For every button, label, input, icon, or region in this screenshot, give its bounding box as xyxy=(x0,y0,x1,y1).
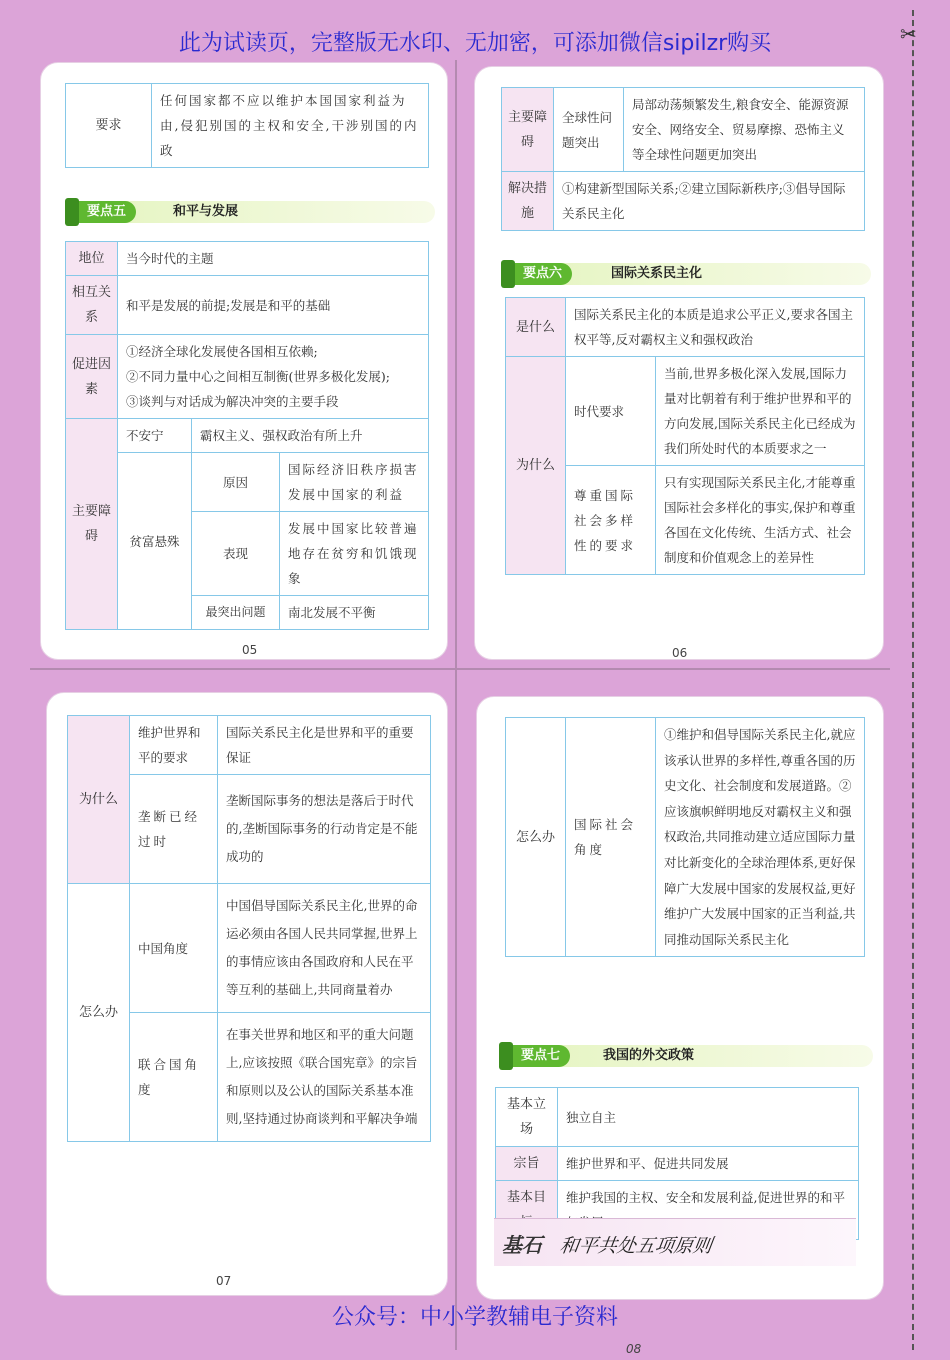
requirement-text: 任何国家都不应以维护本国国家利益为由,侵犯别国的主权和安全,干涉别国的内政 xyxy=(152,84,429,168)
cornerstone-row xyxy=(494,1218,856,1266)
measures-head: 解决措施 xyxy=(502,172,554,231)
measures-text: ①构建新型国际关系;②建立国际新秩序;③倡导国际关系民主化 xyxy=(554,172,865,231)
stance-text: 独立自主 xyxy=(558,1088,859,1147)
why-head-07: 为什么 xyxy=(68,716,130,884)
page-number-08: 08 xyxy=(626,1342,642,1356)
china-text: 中国倡导国际关系民主化,世界的命运必须由各国人民共同掌握,世界上的事情应该由各国政府和人民在平等互利的基础上,共同商量着办 xyxy=(218,884,431,1013)
what-text: 国际关系民主化的本质是追求公平正义,要求各国主权平等,反对霸权主义和强权政治 xyxy=(566,298,865,357)
obstacle-sub: 全球性问题突出 xyxy=(554,88,624,172)
cause-head: 原因 xyxy=(192,453,280,512)
watermark-bottom: 公众号：中小学教辅电子资料 xyxy=(331,1305,618,1330)
page-06-card xyxy=(474,66,884,660)
goal-text: 维护我国的主权、安全和发展利益,促进世界的和平 xyxy=(558,1181,859,1240)
goal-head: 基本目 xyxy=(496,1181,558,1240)
era-head: 时代要求 xyxy=(566,357,656,466)
respect-text: 只有实现国际关系民主化,才能尊重国际社会多样化的事实,保护和尊重各国在文化传统、生活方式、社会制度和价值观念上的差异性 xyxy=(656,466,865,575)
page-number-05: 05 xyxy=(242,643,258,657)
salient-text: 南北发展不平衡 xyxy=(280,596,429,630)
respect-head: 尊重国际社会多样性的要求 xyxy=(566,466,656,575)
factors-head: 促进因素 xyxy=(66,335,118,419)
point-five-title: 和平与发展 xyxy=(173,204,239,219)
factor-item: ③谈判与对话成为解决冲突的主要手段 xyxy=(126,394,339,409)
status-head: 地位 xyxy=(66,242,118,276)
un-text: 在事关世界和地区和平的重大问题上,应该按照《联合国宪章》的宗旨和原则以及公认的国际关系基本准则,坚持通过协商谈判和平解决争端 xyxy=(218,1013,431,1142)
page-number-06: 06 xyxy=(672,646,688,660)
cut-line xyxy=(912,10,914,1350)
fold-line-horizontal xyxy=(30,668,890,670)
cause-text: 国际经济旧秩序损害发展中国家的利益 xyxy=(280,453,429,512)
point-five-tag: 要点五 xyxy=(69,201,136,223)
obstacle-head: 主要障碍 xyxy=(66,419,118,630)
scissors-icon: ✂ xyxy=(900,22,917,46)
relation-head: 相互关系 xyxy=(66,276,118,335)
manifest-head: 表现 xyxy=(192,512,280,596)
purpose-text: 维护世界和平、促进共同发展 xyxy=(558,1147,859,1181)
unsafe-head: 不安宁 xyxy=(118,419,192,453)
democratization-table xyxy=(505,297,865,575)
point-six-bar xyxy=(505,263,871,285)
point-six-title: 国际关系民主化 xyxy=(611,266,703,281)
purpose-head: 宗旨 xyxy=(496,1147,558,1181)
obstacle-text: 局部动荡频繁发生,粮食安全、能源资源安全、网络安全、贸易摩擦、恐怖主义等全球性问题更加突出 xyxy=(624,88,865,172)
era-text: 当前,世界多极化深入发展,国际力量对比朝着有利于维护世界和平的方向发展,国际关系民主化已经成为我们所处时代的本质要求之一 xyxy=(656,357,865,466)
monopoly-text: 垄断国际事务的想法是落后于时代的,垄断国际事务的行动肯定是不能成功的 xyxy=(218,775,431,884)
factor-item: ①经济全球化发展使各国相互依赖; xyxy=(126,344,318,359)
china-head: 中国角度 xyxy=(130,884,218,1013)
un-head: 联合国角度 xyxy=(130,1013,218,1142)
page-05-card xyxy=(40,62,448,660)
international-how-table xyxy=(505,717,865,957)
point-six-tag: 要点六 xyxy=(505,263,572,285)
democratization-how-table xyxy=(67,715,431,1142)
page-07-card xyxy=(46,692,448,1296)
intl-text: ①维护和倡导国际关系民主化,就应该承认世界的多样性,尊重各国的历史文化、社会制度和发展道路。②应该旗帜鲜明地反对霸权主义和强权政治,共同推动建立适应国际力量对比新变化的全球治理体系,更好保障广大发展中国家的发展权益,更好维护广大发展中国家的正当利益,共同推动国际关系民主化 xyxy=(656,718,865,957)
stance-head: 基本立场 xyxy=(496,1088,558,1147)
poverty-head: 贫富悬殊 xyxy=(118,453,192,630)
point-seven-bar xyxy=(503,1045,873,1067)
how-head-08: 怎么办 xyxy=(506,718,566,957)
obstacle-head-06: 主要障碍 xyxy=(502,88,554,172)
factors-cell xyxy=(118,335,429,419)
cornerstone-text: 和平共处五项原则 xyxy=(558,1235,714,1257)
peace-head: 维护世界和平的要求 xyxy=(130,716,218,775)
what-head: 是什么 xyxy=(506,298,566,357)
monopoly-head: 垄断已经过时 xyxy=(130,775,218,884)
relation-text: 和平是发展的前提;发展是和平的基础 xyxy=(118,276,429,335)
point-seven-tag: 要点七 xyxy=(503,1045,570,1067)
fold-line-vertical xyxy=(455,60,457,1350)
peace-text: 国际关系民主化是世界和平的重要保证 xyxy=(218,716,431,775)
watermark-top: 此为试读页，完整版无水印、无加密，可添加微信sipilzr购买 xyxy=(178,31,772,56)
salient-head: 最突出问题 xyxy=(192,596,280,630)
page-number-07: 07 xyxy=(216,1274,232,1288)
obstacle-table xyxy=(501,87,865,231)
requirement-table xyxy=(65,83,429,168)
manifest-text: 发展中国家比较普遍地存在贫穷和饥饿现象 xyxy=(280,512,429,596)
intl-head: 国际社会角度 xyxy=(566,718,656,957)
requirement-head: 要求 xyxy=(66,84,152,168)
point-five-bar xyxy=(69,201,435,223)
why-head: 为什么 xyxy=(506,357,566,575)
factor-item: ②不同力量中心之间相互制衡(世界多极化发展); xyxy=(126,369,390,384)
cornerstone-label: 基石 xyxy=(502,1233,542,1257)
peace-development-table xyxy=(65,241,429,630)
how-head-07: 怎么办 xyxy=(68,884,130,1142)
status-text: 当今时代的主题 xyxy=(118,242,429,276)
point-seven-title: 我国的外交政策 xyxy=(603,1048,695,1063)
page-08-card xyxy=(476,696,884,1300)
unsafe-text: 霸权主义、强权政治有所上升 xyxy=(192,419,429,453)
